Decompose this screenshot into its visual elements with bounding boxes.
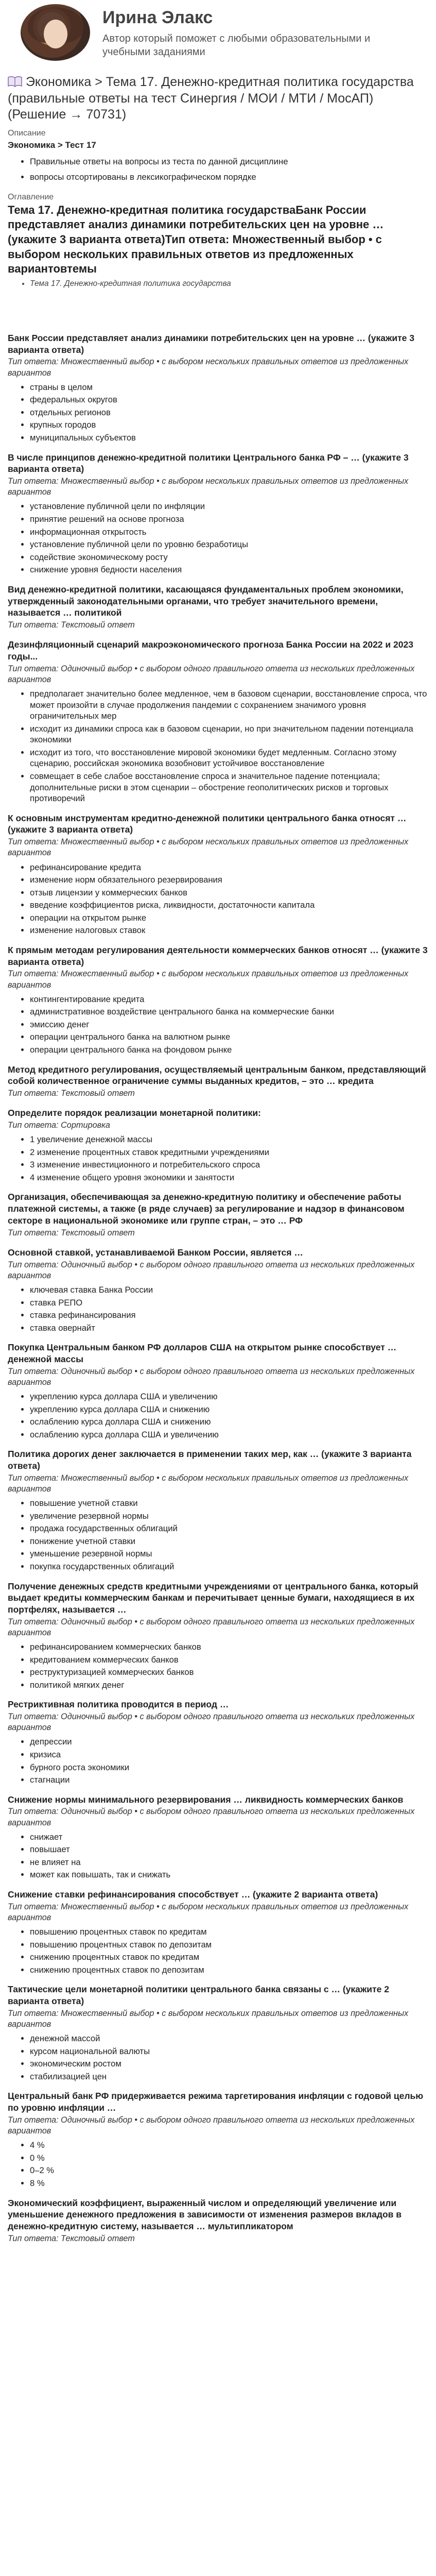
answer-option: • стабилизацией цен: [30, 2071, 428, 2082]
author-card: [8, 4, 428, 65]
answer-list: [8, 2033, 428, 2082]
answer-type: Тип ответа: Текстовый ответ: [8, 1089, 135, 1098]
question-block: [8, 1191, 428, 1238]
answer-list: [8, 1498, 428, 1572]
toc-label: Оглавление: [8, 193, 54, 202]
question-block: [8, 1984, 428, 2082]
answer-option: • ослаблению курса доллара США и увеличению: [30, 1429, 428, 1440]
answer-option: • продажа государственных облигаций: [30, 1523, 428, 1534]
answer-option: • административное воздействие центрального банка на коммерческие банки: [30, 1006, 428, 1018]
answer-option: • бурного роста экономики: [30, 1762, 428, 1773]
answer-list: [8, 688, 428, 804]
question-block: [8, 1107, 428, 1183]
question-block: [8, 1699, 428, 1785]
answer-option: • ставка РЕПО: [30, 1297, 428, 1309]
answer-option: • повышению процентных ставок по кредитам: [30, 1926, 428, 1938]
answer-option: • крупных городов: [30, 419, 428, 431]
answer-option: • установление публичной цели по уровню безработицы: [30, 539, 428, 550]
question-block: [8, 1581, 428, 1691]
answer-type: Тип ответа: Множественный выбор • с выбором нескольких правильных ответов из предложенных вариантов: [8, 969, 409, 990]
answer-option: • исходит из динамики спроса как в базовом сценарии, но при значительном падении потенциала экономики: [30, 723, 428, 745]
description-label: Описание: [8, 128, 46, 138]
answer-type: Тип ответа: Одиночный выбор • с выбором одного правильного ответа из нескольких предложенных вариантов: [8, 1260, 415, 1280]
question-block: [8, 1247, 428, 1333]
breadcrumb[interactable]: [8, 74, 428, 123]
answer-option: • муниципальных субъектов: [30, 432, 428, 444]
answer-option: • рефинансированием коммерческих банков: [30, 1641, 428, 1653]
question-title: Дезинфляционный сценарий макроэкономического прогноза Банка России на 2022 и 2023 годы...: [8, 639, 413, 662]
answer-option: • совмещает в себе слабое восстановление спроса и значительное падение потенциала; дополнительные риски в этом сценарии – обострение геополитических рисков и торговых противоречий: [30, 771, 428, 804]
answer-option: • снижению процентных ставок по депозитам: [30, 1964, 428, 1976]
answer-option: • курсом национальной валюты: [30, 2046, 428, 2057]
toc-item[interactable]: • Тема 17. Денежно-кредитная политика государства: [30, 279, 428, 289]
answer-option: • 0–2 %: [30, 2165, 428, 2176]
answer-option: • кризиса: [30, 1749, 428, 1760]
answer-option: • федеральных округов: [30, 394, 428, 405]
answer-option: • эмиссию денег: [30, 1019, 428, 1030]
answer-type: Тип ответа: Текстовый ответ: [8, 620, 135, 630]
question-block: [8, 332, 428, 444]
answer-option: • снижает: [30, 1832, 428, 1843]
answer-list: [8, 2140, 428, 2189]
question-title: Организация, обеспечивающая за денежно-кредитную политику и обеспечение работы платежной системы, а также (в ряде случаев) за регулирование и надзор в финансовом секторе в национальной экономике или группе стран, – это … РФ: [8, 1192, 405, 1226]
question-block: [8, 2090, 428, 2189]
answer-type: Тип ответа: Множественный выбор • с выбором нескольких правильных ответов из предложенных вариантов: [8, 1902, 409, 1922]
answer-option: • увеличение резервной нормы: [30, 1511, 428, 1522]
answer-option: • не влияет на: [30, 1857, 428, 1868]
breadcrumb-text[interactable]: Экономика > Тема 17. Денежно-кредитная политика государства (правильные ответы на тест Синергия / МОИ / МТИ / МосАП) (Решение → 70731): [8, 75, 414, 122]
answer-list: [8, 1391, 428, 1440]
answer-list: [8, 994, 428, 1056]
question-title: Тактические цели монетарной политики центрального банка связаны с … (укажите 2 варианта ответа): [8, 1984, 389, 2007]
answer-type: Тип ответа: Одиночный выбор • с выбором одного правильного ответа из нескольких предложенных вариантов: [8, 1617, 415, 1637]
author-avatar[interactable]: [21, 4, 90, 61]
question-title: Покупка Центральным банком РФ долларов США на открытом рынке способствует … денежной массы: [8, 1342, 397, 1364]
answer-option: • 0 %: [30, 2153, 428, 2164]
answer-type: Тип ответа: Одиночный выбор • с выбором одного правильного ответа из нескольких предложенных вариантов: [8, 664, 415, 684]
question-title: Центральный банк РФ придерживается режима таргетирования инфляции с годовой целью по уровню инфляции …: [8, 2091, 424, 2113]
answer-list: [8, 1641, 428, 1690]
question-title: Банк России представляет анализ динамики потребительских цен на уровне … (укажите 3 варианта ответа): [8, 332, 415, 355]
answer-option: • принятие решений на основе прогноза: [30, 514, 428, 525]
answer-option: • предполагает значительно более медленное, чем в базовом сценарии, восстановление спроса, что может произойти в случае продолжения пандемии с сохранением значимого уровня ограничительных мер: [30, 688, 428, 722]
answer-list: [8, 1926, 428, 1975]
answer-type: Тип ответа: Множественный выбор • с выбором нескольких правильных ответов из предложенных вариантов: [8, 2008, 409, 2029]
question-block: [8, 1064, 428, 1099]
answer-type: Тип ответа: Множественный выбор • с выбором нескольких правильных ответов из предложенных вариантов: [8, 1473, 409, 1494]
answer-option: • покупка государственных облигаций: [30, 1561, 428, 1572]
question-title: Снижение нормы минимального резервирования … ликвидность коммерческих банков: [8, 1794, 404, 1805]
book-icon: [8, 76, 22, 87]
answer-type: Тип ответа: Одиночный выбор • с выбором одного правильного ответа из нескольких предложенных вариантов: [8, 2115, 415, 2136]
answer-option: • снижению процентных ставок по кредитам: [30, 1952, 428, 1963]
answer-option: • ключевая ставка Банка России: [30, 1284, 428, 1296]
question-block: [8, 452, 428, 575]
answer-option: • может как повышать, так и снижать: [30, 1869, 428, 1880]
answer-type: Тип ответа: Одиночный выбор • с выбором одного правильного ответа из нескольких предложенных вариантов: [8, 1712, 415, 1733]
question-title: Рестриктивная политика проводится в период …: [8, 1699, 229, 1710]
toc-list: [8, 279, 428, 289]
question-block: [8, 944, 428, 1056]
answer-option: • денежной массой: [30, 2033, 428, 2044]
description-list: [8, 156, 428, 183]
question-block: [8, 639, 428, 804]
toc-title: Тема 17. Денежно-кредитная политика государстваБанк России представляет анализ динамики потребительских цен на уровне … (укажите 3 варианта ответа)Тип ответа: Множественный выбор • с выбором нескольких правильных ответов из предложенных вариантовтемы: [8, 203, 384, 276]
answer-option: • укреплению курса доллара США и снижению: [30, 1404, 428, 1415]
answer-type: Тип ответа: Множественный выбор • с выбором нескольких правильных ответов из предложенных вариантов: [8, 837, 409, 858]
answer-option: • снижение уровня бедности населения: [30, 564, 428, 575]
answer-list: [8, 501, 428, 575]
answer-list: [8, 382, 428, 444]
question-title: Экономический коэффициент, выраженный числом и определяющий увеличение или уменьшение денежного предложения в зависимости от изменения размеров вкладов в денежно-кредитную систему, называется … мультипликатором: [8, 2197, 402, 2232]
question-block: [8, 1794, 428, 1880]
answer-option: • повышение учетной ставки: [30, 1498, 428, 1509]
answer-option: • операции на открытом рынке: [30, 912, 428, 924]
question-title: Снижение ставки рефинансирования способствует … (укажите 2 варианта ответа): [8, 1889, 378, 1900]
question-title: Основной ставкой, устанавливаемой Банком России, является …: [8, 1247, 303, 1258]
question-title: В числе принципов денежно-кредитной политики Центрального банка РФ – … (укажите 3 варианта ответа): [8, 452, 409, 474]
answer-option: • 4 изменение общего уровня экономики и занятости: [30, 1172, 428, 1183]
description-subject: Экономика > Тест 17: [8, 140, 96, 150]
answer-list: [8, 1284, 428, 1333]
answer-option: • содействие экономическому росту: [30, 552, 428, 563]
answer-option: • понижение учетной ставки: [30, 1536, 428, 1547]
question-title: К прямым методам регулирования деятельности коммерческих банков относят … (укажите 3 варианта ответа): [8, 944, 428, 967]
answer-type: Тип ответа: Сортировка: [8, 1121, 110, 1130]
answer-list: [8, 1134, 428, 1183]
answer-type: Тип ответа: Множественный выбор • с выбором нескольких правильных ответов из предложенных вариантов: [8, 357, 409, 378]
answer-option: • рефинансирование кредита: [30, 862, 428, 873]
list-item: • Правильные ответы на вопросы из теста по данной дисциплине: [30, 156, 428, 167]
answer-option: • введение коэффициентов риска, ликвидности, достаточности капитала: [30, 900, 428, 911]
answer-type: Тип ответа: Множественный выбор • с выбором нескольких правильных ответов из предложенных вариантов: [8, 477, 409, 497]
answer-option: • 2 изменение процентных ставок кредитными учреждениями: [30, 1147, 428, 1158]
answer-option: • укреплению курса доллара США и увеличению: [30, 1391, 428, 1402]
answer-option: • 4 %: [30, 2140, 428, 2151]
answer-option: • депрессии: [30, 1736, 428, 1748]
answer-option: • 8 %: [30, 2178, 428, 2189]
question-block: [8, 812, 428, 936]
answer-option: • операции центрального банка на валютном рынке: [30, 1031, 428, 1043]
author-description: Автор который поможет с любыми образовательными и учебными заданиями: [102, 33, 371, 58]
question-title: Вид денежно-кредитной политики, касающаяся фундаментальных проблем экономики, утвержденный законодательными органами, что требует значительного времени, называется … политикой: [8, 584, 404, 618]
question-block: [8, 1448, 428, 1572]
answer-option: • ставка рефинансирования: [30, 1310, 428, 1321]
question-title: Метод кредитного регулирования, осуществляемый центральным банком, представляющий собой количественное ограничение суммы выданных кредитов, – это … кредита: [8, 1064, 426, 1087]
answer-option: • ставка овернайт: [30, 1323, 428, 1334]
answer-option: • стагнации: [30, 1774, 428, 1786]
question-title: К основным инструментам кредитно-денежной политики центрального банка относят … (укажите 3 варианта ответа): [8, 812, 407, 835]
answer-option: • 1 увеличение денежной массы: [30, 1134, 428, 1145]
answer-option: • страны в целом: [30, 382, 428, 393]
answer-list: [8, 862, 428, 936]
question-block: [8, 1889, 428, 1975]
answer-option: • 3 изменение инвестиционного и потребительского спроса: [30, 1159, 428, 1171]
answer-option: • экономическим ростом: [30, 2058, 428, 2070]
question-block: [8, 2197, 428, 2244]
list-item: • вопросы отсортированы в лексикографическом порядке: [30, 172, 428, 183]
answer-option: • контингентирование кредита: [30, 994, 428, 1005]
answer-type: Тип ответа: Текстовый ответ: [8, 2233, 135, 2243]
answer-option: • отдельных регионов: [30, 407, 428, 418]
answer-type: Тип ответа: Одиночный выбор • с выбором одного правильного ответа из нескольких предложенных вариантов: [8, 1366, 415, 1387]
answer-option: • исходит из того, что восстановление мировой экономики будет медленным. Согласно этому сценарию, российская экономика возобновит устойчивое восстановление: [30, 747, 428, 769]
question-title: Политика дорогих денег заключается в применении таких мер, как … (укажите 3 варианта ответа): [8, 1449, 412, 1471]
answer-option: • повышению процентных ставок по депозитам: [30, 1939, 428, 1951]
question-block: [8, 584, 428, 631]
answer-option: • операции центрального банка на фондовом рынке: [30, 1044, 428, 1056]
answer-option: • отзыв лицензии у коммерческих банков: [30, 887, 428, 899]
question-block: [8, 1342, 428, 1440]
answer-option: • политикой мягких денег: [30, 1680, 428, 1691]
author-name[interactable]: Ирина Элакс: [102, 8, 213, 27]
answer-type: Тип ответа: Одиночный выбор • с выбором одного правильного ответа из нескольких предложенных вариантов: [8, 1807, 415, 1827]
questions-list: [8, 332, 428, 2244]
answer-option: • изменение налоговых ставок: [30, 925, 428, 936]
answer-option: • изменение норм обязательного резервирования: [30, 874, 428, 886]
answer-option: • реструктуризацией коммерческих банков: [30, 1667, 428, 1678]
answer-option: • уменьшение резервной нормы: [30, 1548, 428, 1560]
answer-option: • информационная открытость: [30, 527, 428, 538]
question-title: Получение денежных средств кредитными учреждениями от центрального банка, который выдает кредиты коммерческим банкам и перечитывает ценные бумаги, находящиеся в их портфелях, называется …: [8, 1581, 418, 1615]
answer-option: • установление публичной цели по инфляции: [30, 501, 428, 512]
answer-option: • кредитованием коммерческих банков: [30, 1654, 428, 1666]
answer-type: Тип ответа: Текстовый ответ: [8, 1228, 135, 1238]
answer-list: [8, 1736, 428, 1785]
answer-option: • повышает: [30, 1844, 428, 1855]
question-title: Определите порядок реализации монетарной политики:: [8, 1108, 261, 1118]
answer-list: [8, 1832, 428, 1880]
answer-option: • ослаблению курса доллара США и снижению: [30, 1416, 428, 1428]
